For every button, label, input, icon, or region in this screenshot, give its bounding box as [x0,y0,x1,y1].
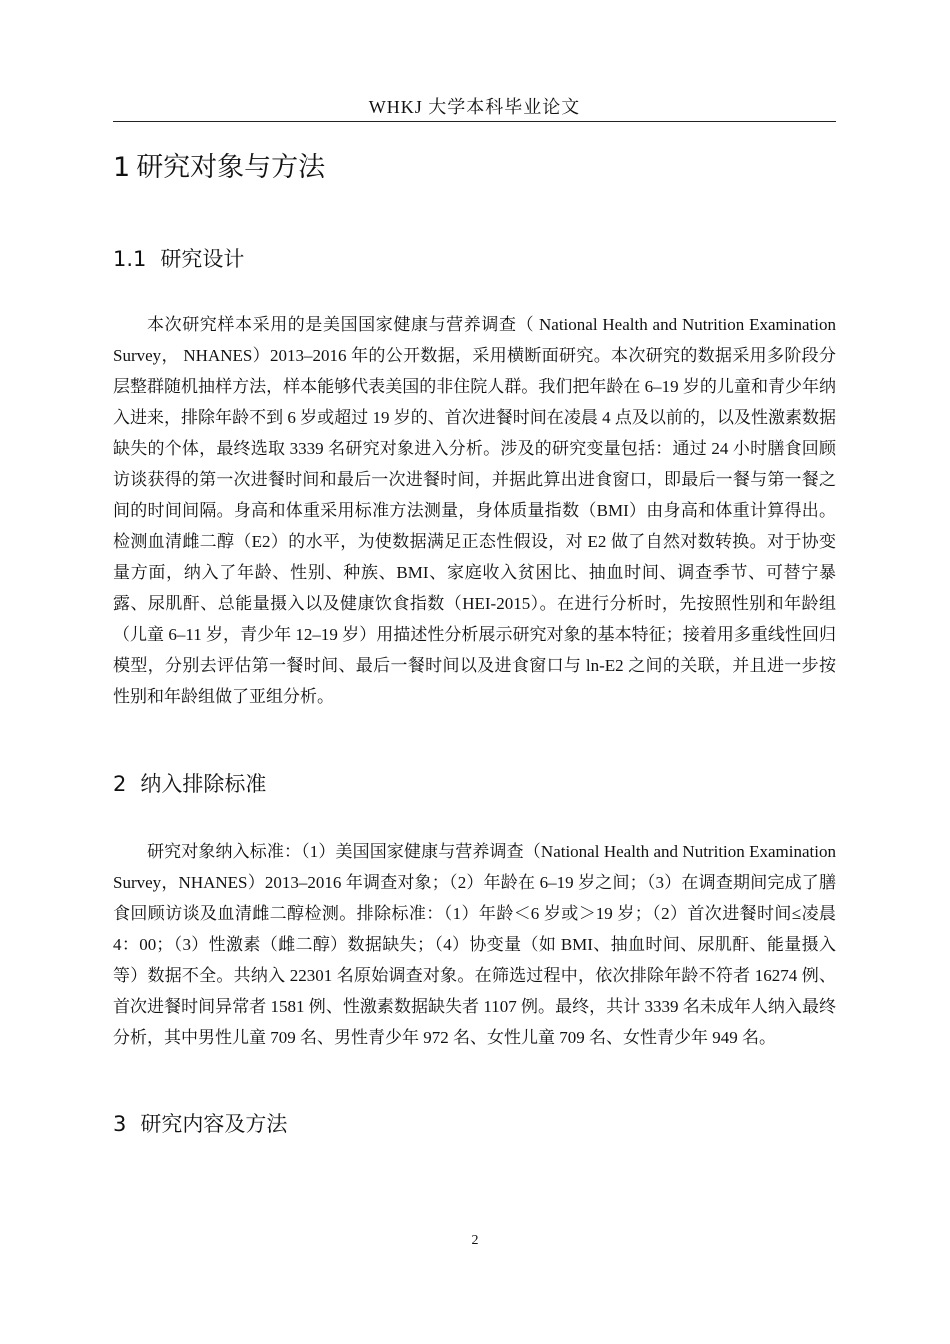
research-design-paragraph: 本次研究样本采用的是美国国家健康与营养调查（ National Health and Nutrition Examination Survey， NHANES）2013–2016 年的公开数据，采用横断面研究。本次研究的数据采用多阶段分层整群随机抽样方法，样本能够代表美国的非住院人群。我们把年龄在 6–19 岁的儿童和青少年纳入进来，排除年龄不到 6 岁或超过 19 岁的、首次进餐时间在凌晨 4 点及以前的，以及性激素数据缺失的个体，最终选取 3339 名研究对象进入分析。涉及的研究变量包括：通过 24 小时膳食回顾访谈获得的第一次进餐时间和最后一次进餐时间，并据此算出进食窗口，即最后一餐与第一餐之间的时间间隔。身高和体重采用标准方法测量，身体质量指数（BMI）由身高和体重计算得出。检测血清雌二醇（E2）的水平，为使数据满足正态性假设，对 E2 做了自然对数转换。对于协变量方面，纳入了年龄、性别、种族、BMI、家庭收入贫困比、抽血时间、调查季节、可替宁暴露、尿肌酐、总能量摄入以及健康饮食指数（HEI-2015）。在进行分析时，先按照性别和年龄组（儿童 6–11 岁，青少年 12–19 岁）用描述性分析展示研究对象的基本特征；接着用多重线性回归模型，分别去评估第一餐时间、最后一餐时间以及进食窗口与 ln-E2 之间的关联，并且进一步按性别和年龄组做了亚组分析。 [113,315,836,706]
section-heading-research-content [113,1108,287,1140]
page-header [113,93,836,121]
section-number: 3 [113,1112,127,1136]
section-title: 纳入排除标准 [140,772,267,796]
section-heading-inclusion-criteria [113,768,266,800]
header-divider [113,121,836,122]
chapter-heading [113,148,325,188]
section-title: 研究设计 [160,247,245,271]
inclusion-criteria-paragraph: 研究对象纳入标准：（1）美国国家健康与营养调查（National Health and Nutrition Examination Survey，NHANES）2013–2016 年调查对象；（2）年龄在 6–19 岁之间；（3）在调查期间完成了膳食回顾访谈及血清雌二醇检测。排除标准：（1）年龄＜6 岁或＞19 岁；（2）首次进餐时间≤凌晨 4：00；（3）性激素（雌二醇）数据缺失；（4）协变量（如 BMI、抽血时间、尿肌酐、能量摄入等）数据不全。共纳入 22301 名原始调查对象。在筛选过程中，依次排除年龄不符者 16274 例、首次进餐时间异常者 1581 例、性激素数据缺失者 1107 例。最终，共计 3339 名未成年人纳入最终分析，其中男性儿童 709 名、男性青少年 972 名、女性儿童 709 名、女性青少年 949 名。 [113,842,836,1047]
chapter-title: 研究对象与方法 [136,152,326,183]
chapter-number: 1 [113,152,131,183]
section-heading-research-design [113,243,244,275]
page-number: 2 [471,1233,479,1248]
section-number: 2 [113,772,127,796]
section-number: 1.1 [113,247,147,271]
page-header-title: WHKJ 大学本科毕业论文 [368,97,581,117]
section-title: 研究内容及方法 [140,1112,288,1136]
